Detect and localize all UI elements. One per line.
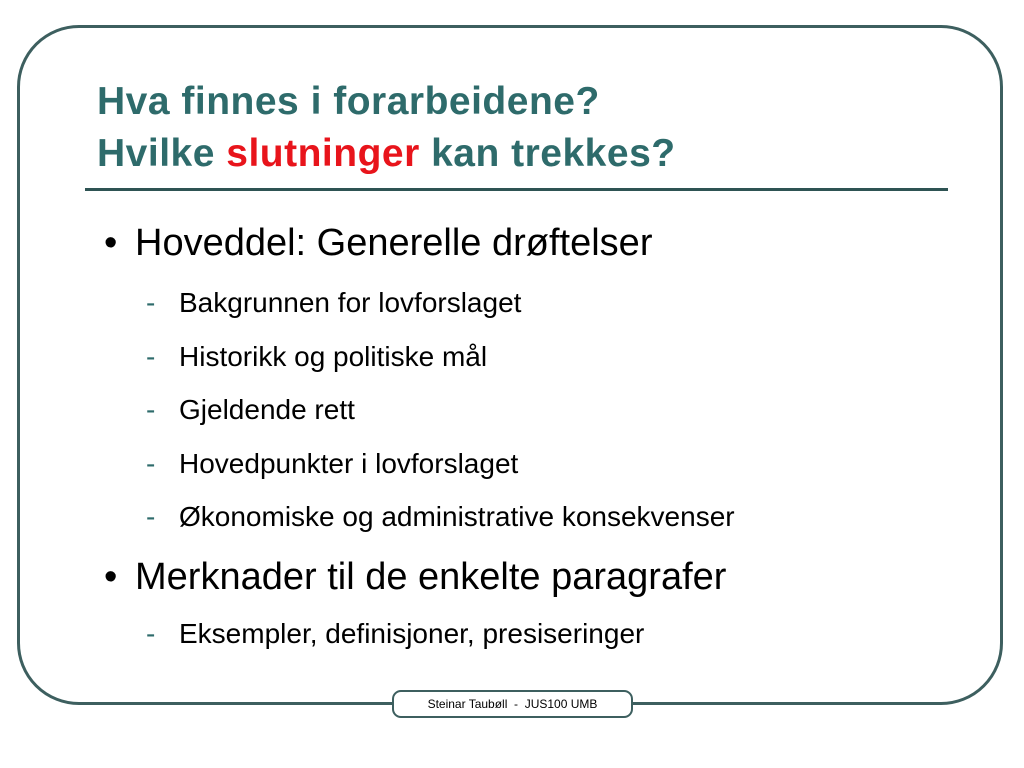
title-line-2-start: Hvilke xyxy=(97,132,227,175)
sub-item-text: Eksempler, definisjoner, presiseringer xyxy=(179,618,645,649)
sub-item xyxy=(146,286,521,320)
sub-item-text: Gjeldende rett xyxy=(179,394,355,425)
dash-marker: - xyxy=(146,618,156,649)
dash-marker: - xyxy=(146,341,156,372)
sub-item xyxy=(146,447,518,481)
bullet-text: Merknader til de enkelte paragrafer xyxy=(135,556,727,598)
sub-item-text: Økonomiske og administrative konsekvenser xyxy=(179,501,735,532)
title-line-2-end: kan trekkes? xyxy=(419,132,676,175)
dash-marker: - xyxy=(146,394,156,425)
dash-marker: - xyxy=(146,287,156,318)
sub-item xyxy=(146,617,644,651)
sub-item xyxy=(146,500,735,534)
sub-item xyxy=(146,393,355,427)
sub-item-text: Historikk og politiske mål xyxy=(179,341,488,372)
sub-item-text: Bakgrunnen for lovforslaget xyxy=(179,287,522,318)
bullet-marker: • xyxy=(104,556,118,598)
dash-marker: - xyxy=(146,501,156,532)
slide-footer: Steinar Taubøll - JUS100 UMB xyxy=(392,690,633,718)
bullet-marker: • xyxy=(104,222,118,264)
bullet-item xyxy=(104,221,652,265)
bullet-item xyxy=(104,555,726,599)
title-line-1: Hva finnes i forarbeidene? xyxy=(97,80,600,123)
bullet-text: Hoveddel: Generelle drøftelser xyxy=(135,222,653,264)
sub-item-text: Hovedpunkter i lovforslaget xyxy=(179,448,519,479)
title-accent-word: slutninger xyxy=(226,132,420,175)
sub-item xyxy=(146,340,487,374)
dash-marker: - xyxy=(146,448,156,479)
